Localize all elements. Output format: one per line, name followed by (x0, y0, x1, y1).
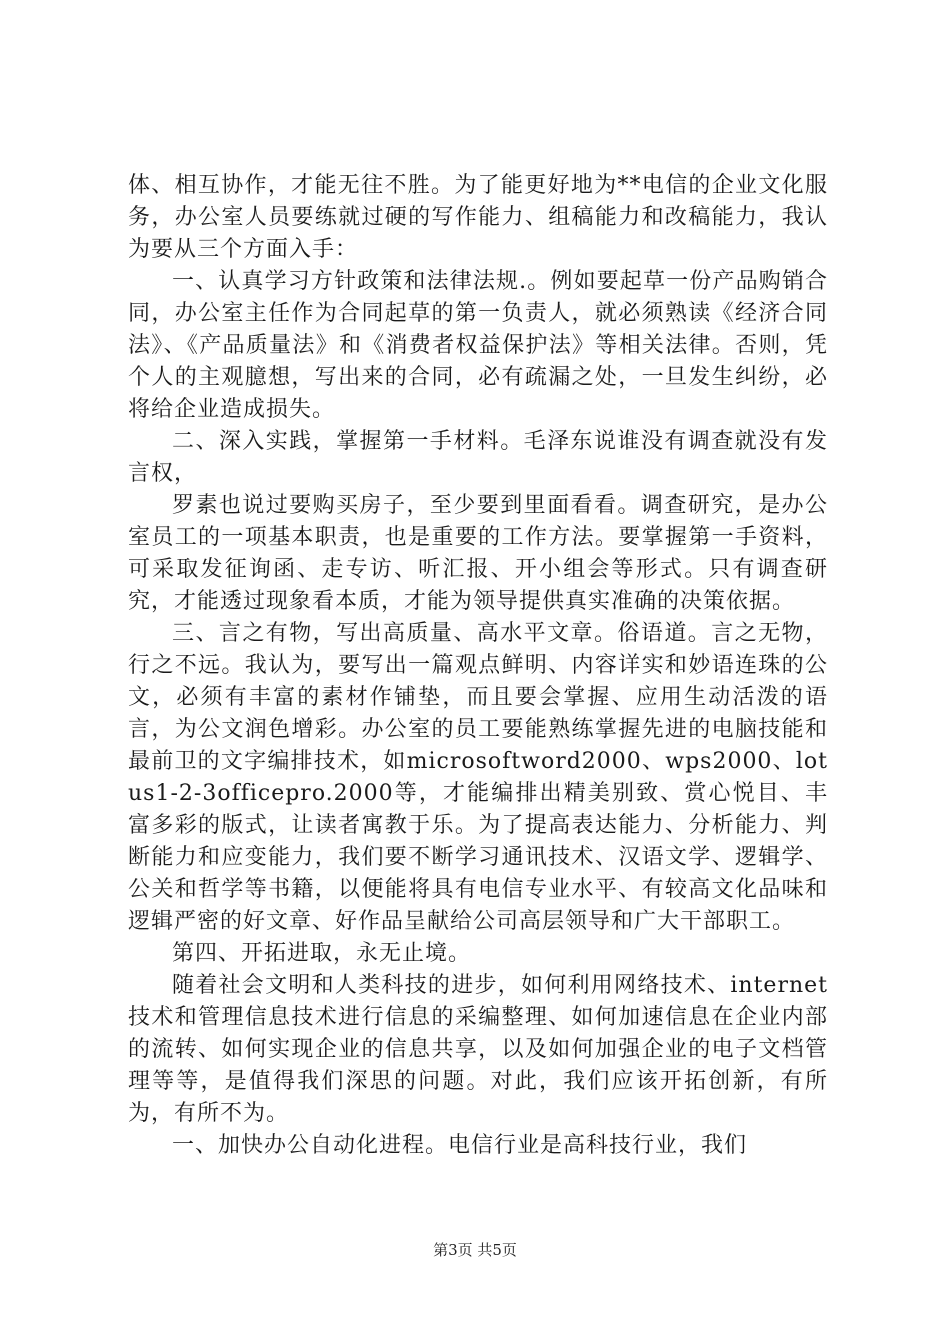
paragraph-4: 罗素也说过要购买房子，至少要到里面看看。调查研究，是办公室员工的一项基本职责，也是重要的工作方法。要掌握第一手资料，可采取发征询函、走专访、听汇报、开小组会等形式。只有调查研究，才能透过现象看本质，才能为领导提供真实准确的决策依据。 (128, 493, 828, 614)
paragraph-2: 一、认真学习方针政策和法律法规.。例如要起草一份产品购销合同，办公室主任作为合同起草的第一负责人，就必须熟读《经济合同法》、《产品质量法》和《消费者权益保护法》等相关法律。否则，凭个人的主观臆想，写出来的合同，必有疏漏之处，一旦发生纠纷，必将给企业造成损失。 (128, 269, 828, 422)
paragraph-3: 二、深入实践，掌握第一手材料。毛泽东说谁没有调查就没有发言权， (128, 429, 828, 486)
paragraph-8: 一、加快办公自动化进程。电信行业是高科技行业，我们 (172, 1133, 748, 1158)
document-body (128, 170, 828, 1162)
paragraph-1: 体、相互协作，才能无往不胜。为了能更好地为**电信的企业文化服务，办公室人员要练就过硬的写作能力、组稿能力和改稿能力，我认为要从三个方面入手： (128, 173, 828, 262)
page-number-footer: 第3页 共5页 (433, 1241, 517, 1259)
paragraph-6: 第四、开拓进取，永无止境。 (172, 941, 472, 966)
paragraph-5: 三、言之有物，写出高质量、高水平文章。俗语道。言之无物，行之不远。我认为，要写出一篇观点鲜明、内容详实和妙语连珠的公文，必须有丰富的素材作铺垫，而且要会掌握、应用生动活泼的语言，为公文润色增彩。办公室的员工要能熟练掌握先进的电脑技能和最前卫的文字编排技术，如microsoftword2000、wps2000、lotus1-2-3officepro.2000等，才能编排出精美别致、赏心悦目、丰富多彩的版式，让读者寓教于乐。为了提高表达能力、分析能力、判断能力和应变能力，我们要不断学习通讯技术、汉语文学、逻辑学、公关和哲学等书籍，以便能将具有电信专业水平、有较高文化品味和逻辑严密的好文章、好作品呈献给公司高层领导和广大干部职工。 (128, 621, 828, 934)
paragraph-7: 随着社会文明和人类科技的进步，如何利用网络技术、internet技术和管理信息技术进行信息的采编整理、如何加速信息在企业内部的流转、如何实现企业的信息共享，以及如何加强企业的电子文档管理等等，是值得我们深思的问题。对此，我们应该开拓创新，有所为，有所不为。 (128, 973, 828, 1126)
